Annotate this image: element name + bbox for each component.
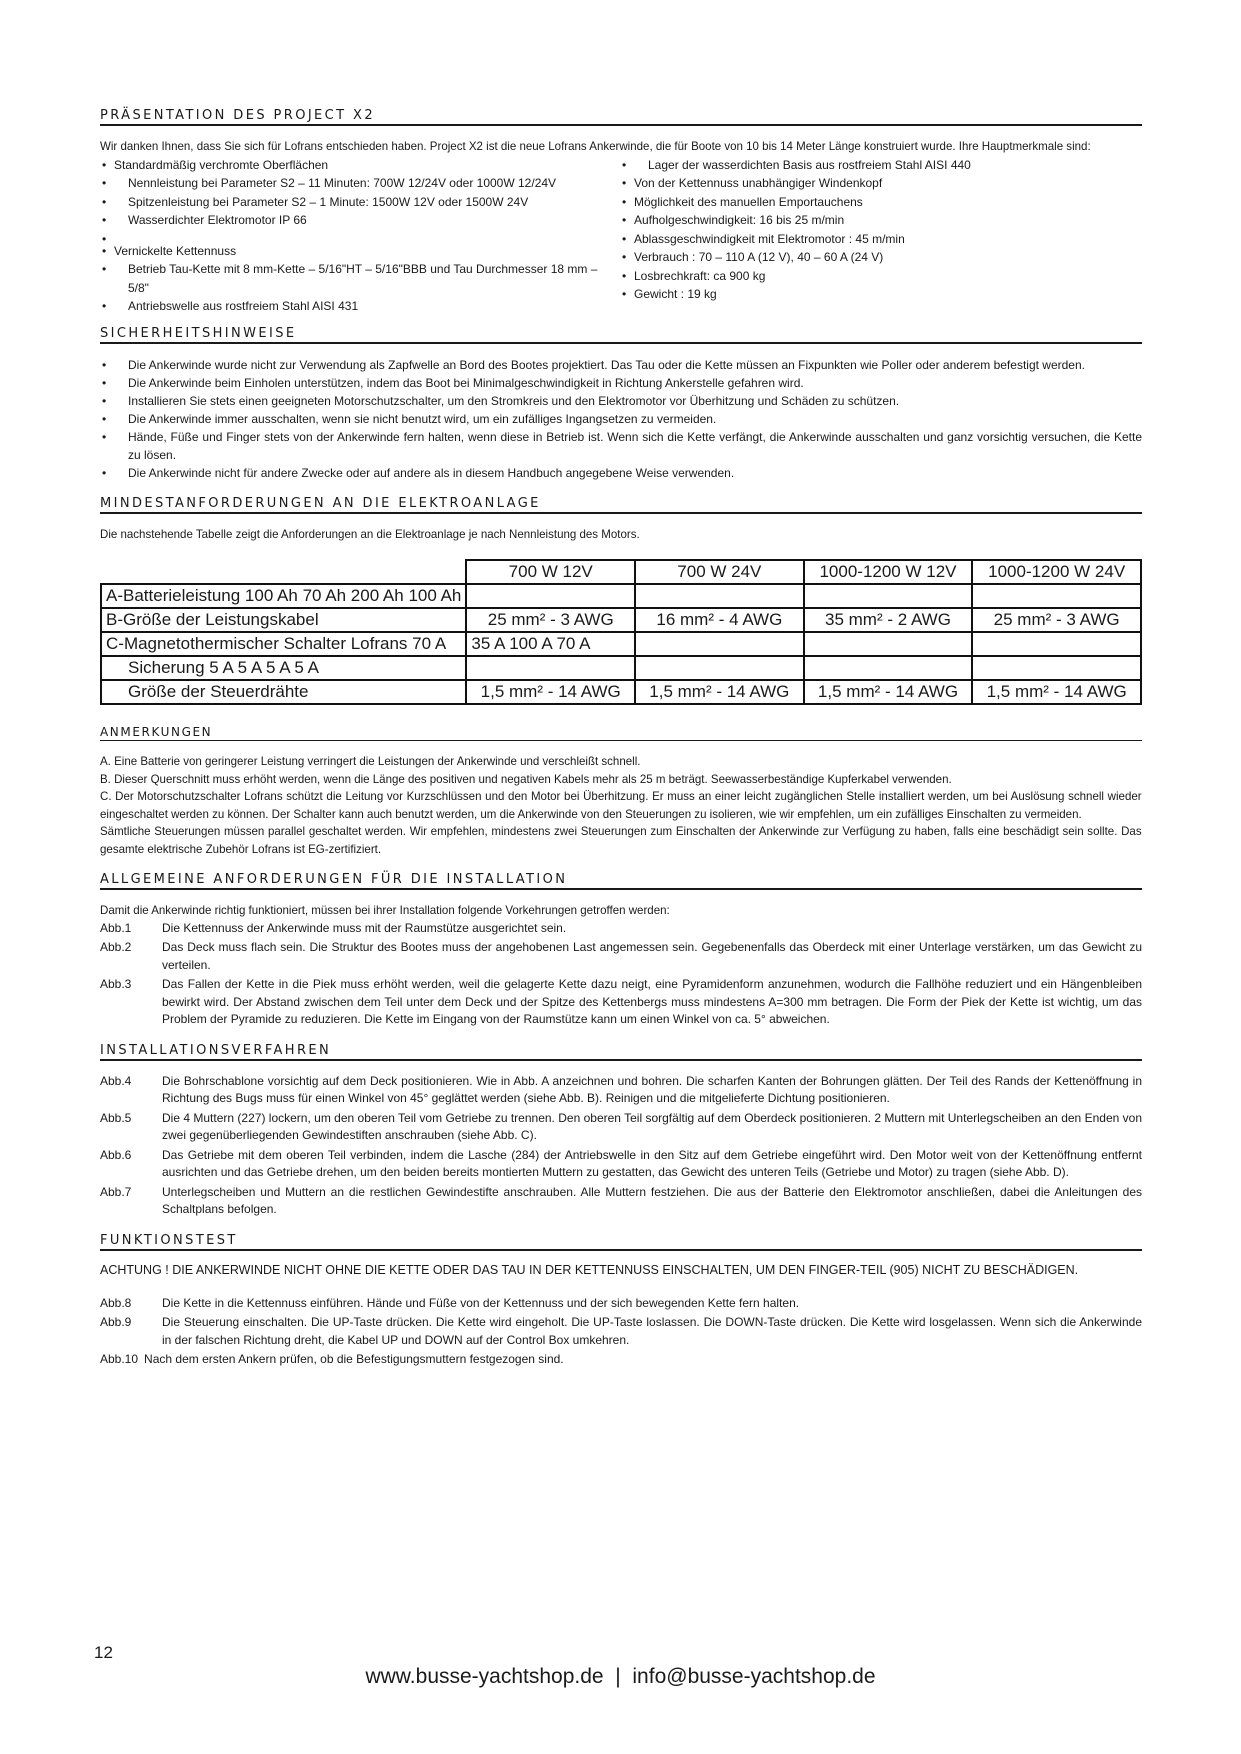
step-label: Abb.4 xyxy=(100,1073,132,1088)
row-label: B-Größe der Leistungskabel xyxy=(101,608,466,632)
table-cell xyxy=(466,656,635,680)
table-row xyxy=(101,584,1141,608)
step-label: Abb.3 xyxy=(100,977,132,991)
table-cell: 35 mm² - 2 AWG xyxy=(804,608,973,632)
step-label: Abb.9 xyxy=(100,1315,132,1329)
feature-column-left xyxy=(100,156,620,316)
table-cell: 16 mm² - 4 AWG xyxy=(635,608,804,632)
feature-item: • Spitzenleistung bei Parameter S2 – 1 Minute: 1500W 12V oder 1500W 24V xyxy=(100,193,620,212)
table-row xyxy=(101,680,1141,704)
step-item xyxy=(100,1147,1142,1182)
presentation-intro: Wir danken Ihnen, dass Sie sich für Lofrans entschieden haben. Project X2 ist die neue Lofrans Ankerwinde, die für Boote von 10 bis 14 Meter Länge konstruiert wurde. Ihre Hauptmerkmale sind: xyxy=(100,139,1091,153)
safety-item: • Die Ankerwinde beim Einholen unterstützen, indem das Boot bei Minimalgeschwindigkeit in Richtung Ankerstelle gefahren wird. xyxy=(100,374,1142,392)
row-label: Größe der Steuerdrähte xyxy=(101,680,466,704)
step-text: Nach dem ersten Ankern prüfen, ob die Befestigungsmuttern festgezogen sind. xyxy=(144,1352,564,1366)
feature-item: • Ablassgeschwindigkeit mit Elektromotor : 45 m/min xyxy=(620,230,1140,249)
table-cell xyxy=(804,584,973,608)
feature-columns xyxy=(100,156,1142,316)
feature-item: • Von der Kettennuss unabhängiger Windenkopf xyxy=(620,174,1140,193)
column-header: 700 W 12V xyxy=(466,560,635,584)
feature-item: • Vernickelte Kettennuss xyxy=(100,242,620,261)
feature-item: • Standardmäßig verchromte Oberflächen xyxy=(100,156,620,175)
column-header: 700 W 24V xyxy=(635,560,804,584)
test-warning: ACHTUNG ! DIE ANKERWINDE NICHT OHNE DIE KETTE ODER DAS TAU IN DER KETTENNUSS EINSCHALTEN, UM DEN FINGER-TEIL (905) NICHT ZU BESCHÄDIGEN. xyxy=(100,1262,1079,1277)
table-cell xyxy=(804,656,973,680)
step-item xyxy=(100,1351,1142,1369)
safety-item: • Die Ankerwinde wurde nicht zur Verwendung als Zapfwelle an Bord des Bootes projektiert. Das Tau oder die Kette müssen an Fixpunkten wie Poller oder anderem befestigt werden. xyxy=(100,356,1142,374)
feature-item: • Wasserdichter Elektromotor IP 66 xyxy=(100,211,620,230)
section-title-electrical: MINDESTANFORDERUNGEN AN DIE ELEKTROANLAGE xyxy=(100,496,1142,514)
table-cell xyxy=(972,656,1141,680)
feature-item: • Gewicht : 19 kg xyxy=(620,285,1140,304)
feature-item: • Losbrechkraft: ca 900 kg xyxy=(620,267,1140,286)
table-row xyxy=(101,656,1141,680)
step-item xyxy=(100,1184,1142,1219)
section-title-procedure: INSTALLATIONSVERFAHREN xyxy=(100,1043,1142,1061)
general-intro: Damit die Ankerwinde richtig funktioniert, müssen bei ihrer Installation folgende Vorkehrungen getroffen werden: xyxy=(100,903,670,917)
table-cell: 1,5 mm² - 14 AWG xyxy=(804,680,973,704)
note-b: B. Dieser Querschnitt muss erhöht werden, wenn die Länge des positiven und negativen Kabels mehr als 25 m beträgt. Seewasserbeständige Kupferkabel verwenden. xyxy=(100,771,952,786)
feature-item: • Lager der wasserdichten Basis aus rostfreiem Stahl AISI 440 xyxy=(620,156,1140,175)
table-corner xyxy=(101,560,466,584)
step-text: Die Bohrschablone vorsichtig auf dem Deck positionieren. Wie in Abb. A anzeichnen und bohren. Die scharfen Kanten der Bohrungen glätten. Der Teil des Rands der Kettenöffnung in Richtung des Bugs muss für einen Winkel von 45° geglättet werden (siehe Abb. B). Reinigen und die mitgelieferte Dichtung positionieren. xyxy=(162,1073,1142,1105)
step-text: Die Steuerung einschalten. Die UP-Taste drücken. Die Kette wird eingeholt. Die UP-Taste loslassen. Die DOWN-Taste drücken. Die Kette wird losgelassen. Wenn sich die Ankerwinde in der falschen Richtung dreht, die Kabel UP und DOWN auf der Control Box umkehren. xyxy=(162,1315,1142,1347)
electrical-requirements-table xyxy=(100,559,1142,705)
safety-item: • Die Ankerwinde immer ausschalten, wenn sie nicht benutzt wird, um ein zufälliges Ingangsetzen zu vermeiden. xyxy=(100,410,1142,428)
table-cell xyxy=(635,632,804,656)
table-cell: 1,5 mm² - 14 AWG xyxy=(635,680,804,704)
table-row xyxy=(101,608,1141,632)
table-cell: 1,5 mm² - 14 AWG xyxy=(972,680,1141,704)
feature-column-right xyxy=(620,156,1140,316)
step-label: Abb.1 xyxy=(100,920,132,935)
row-label: Sicherung 5 A 5 A 5 A 5 A xyxy=(101,656,466,680)
step-item xyxy=(100,939,1142,974)
step-label: Abb.2 xyxy=(100,940,132,954)
feature-item: • Verbrauch : 70 – 110 A (12 V), 40 – 60 A (24 V) xyxy=(620,248,1140,267)
step-label: Abb.5 xyxy=(100,1110,132,1125)
step-item xyxy=(100,976,1142,1029)
table-cell xyxy=(972,632,1141,656)
table-row xyxy=(101,632,1141,656)
step-label: Abb.10 xyxy=(100,1352,139,1366)
section-title-general: ALLGEMEINE ANFORDERUNGEN FÜR DIE INSTALLATION xyxy=(100,872,1142,890)
step-text: Die Kette in die Kettennuss einführen. Hände und Füße von der Kettennuss und der sich bewegenden Kette fern halten. xyxy=(162,1295,800,1310)
table-cell: 25 mm² - 3 AWG xyxy=(972,608,1141,632)
manual-page xyxy=(100,108,1142,1369)
table-cell xyxy=(635,656,804,680)
safety-list xyxy=(100,356,1142,482)
note-a: A. Eine Batterie von geringerer Leistung verringert die Leistungen der Ankerwinde und verschleißt schnell. xyxy=(100,754,641,768)
step-label: Abb.6 xyxy=(100,1147,132,1162)
feature-spacer xyxy=(100,230,620,242)
table-header-row xyxy=(101,560,1141,584)
section-title-test: FUNKTIONSTEST xyxy=(100,1233,1142,1251)
step-item xyxy=(100,1110,1142,1145)
section-title-safety: SICHERHEITSHINWEISE xyxy=(100,326,1142,344)
safety-item: • Die Ankerwinde nicht für andere Zwecke oder auf andere als in diesem Handbuch angegebene Weise verwenden. xyxy=(100,464,1142,482)
row-label: C-Magnetothermischer Schalter Lofrans 70 A xyxy=(101,632,466,656)
step-text: Das Fallen der Kette in die Piek muss erhöht werden, weil die gelagerte Kette dazu neigt, eine Pyramidenform anzunehmen, wodurch die Fallhöhe reduziert und ein Hängenbleiben bewirkt wird. Der Abstand zwischen dem Teil unter dem Deck und der Spitze des Kettenbergs muss mindestens A=300 mm betragen. Die Form der Piek der Kette ist wichtig, um das Problem der Pyramide zu reduzieren. Die Kette im Eingang von der Raumstütze kann um einen Winkel von ca. 5° abweichen. xyxy=(162,977,1142,1026)
table-cell: 35 A 100 A 70 A xyxy=(466,632,635,656)
safety-item: • Installieren Sie stets einen geeigneten Motorschutzschalter, um den Stromkreis und den Elektromotor vor Überhitzung und Schäden zu schützen. xyxy=(100,392,1142,410)
step-item xyxy=(100,920,1142,938)
feature-item: • Antriebswelle aus rostfreiem Stahl AISI 431 xyxy=(100,297,620,316)
step-text: Die Kettennuss der Ankerwinde muss mit der Raumstütze ausgerichtet sein. xyxy=(162,920,567,935)
section-title-presentation: PRÄSENTATION DES PROJECT X2 xyxy=(100,108,1142,126)
step-text: Das Getriebe mit dem oberen Teil verbinden, indem die Lasche (284) der Antriebswelle in den Sitz auf dem Getriebe eingeführt wird. Den Motor weit von der Kettenöffnung entfernt ausrichten und das Getriebe drehen, um den beiden bereits montierten Muttern zu gestatten, das Gewicht des unteren Teils (Getriebe und Motor) zu tragen (siehe Abb. D). xyxy=(162,1147,1142,1179)
table-cell xyxy=(466,584,635,608)
column-header: 1000-1200 W 12V xyxy=(804,560,973,584)
page-number: 12 xyxy=(94,1643,113,1662)
feature-item: • Nennleistung bei Parameter S2 – 11 Minuten: 700W 12/24V oder 1000W 12/24V xyxy=(100,174,620,193)
table-cell: 1,5 mm² - 14 AWG xyxy=(466,680,635,704)
step-item xyxy=(100,1314,1142,1349)
table-cell: 25 mm² - 3 AWG xyxy=(466,608,635,632)
feature-item: • Betrieb Tau-Kette mit 8 mm-Kette – 5/16"HT – 5/16"BBB und Tau Durchmesser 18 mm – 5/8" xyxy=(100,260,620,297)
note-c: C. Der Motorschutzschalter Lofrans schützt die Leitung vor Kurzschlüssen und den Motor bei Überhitzung. Er muss an einer leicht zugänglichen Stelle installiert werden, um bei Auslösung schnell wieder eingeschaltet werden zu können. Der Schalter kann auch benutzt werden, um die Ankerwinde von den Steuerungen zu isolieren, wie wir empfehlen, um ein zufälliges Einschalten zu vermeiden. xyxy=(100,789,1142,821)
step-label: Abb.7 xyxy=(100,1184,132,1199)
note-d: Sämtliche Steuerungen müssen parallel geschaltet werden. Wir empfehlen, mindestens zwei Steuerungen zum Einschalten der Ankerwinde zur Verfügung zu haben, falls eine beschädigt sein sollte. Das gesamte elektrische Zubehör Lofrans ist EG-zertifiziert. xyxy=(100,824,1142,856)
electrical-intro: Die nachstehende Tabelle zeigt die Anforderungen an die Elektroanlage je nach Nennleistung des Motors. xyxy=(100,526,640,541)
step-text: Die 4 Muttern (227) lockern, um den oberen Teil vom Getriebe zu trennen. Den oberen Teil sorgfältig auf dem Oberdeck positionieren. 2 Muttern mit Unterlegscheiben an den Enden von zwei gegenüberliegenden Gewindestiften anschrauben (siehe Abb. C). xyxy=(162,1110,1142,1142)
footer-contact: www.busse-yachtshop.de | info@busse-yachtshop.de xyxy=(365,1665,876,1688)
step-text: Unterlegscheiben und Muttern an die restlichen Gewindestifte anschrauben. Alle Muttern festziehen. Die aus der Batterie den Elektromotor anschließen, dabei die Anleitungen des Schaltplans befolgen. xyxy=(162,1184,1142,1216)
feature-item: • Aufholgeschwindigkeit: 16 bis 25 m/min xyxy=(620,211,1140,230)
column-header: 1000-1200 W 24V xyxy=(972,560,1141,584)
step-item xyxy=(100,1295,1142,1313)
row-label: A-Batterieleistung 100 Ah 70 Ah 200 Ah 100 Ah xyxy=(101,584,466,608)
feature-item: • Möglichkeit des manuellen Emportauchens xyxy=(620,193,1140,212)
section-title-notes: ANMERKUNGEN xyxy=(100,725,1142,741)
step-text: Das Deck muss flach sein. Die Struktur des Bootes muss der angehobenen Last angemessen sein. Gegebenenfalls das Oberdeck mit einer Unterlage verstärken, um das Gewicht zu verteilen. xyxy=(162,940,1142,972)
table-cell xyxy=(972,584,1141,608)
safety-item: • Hände, Füße und Finger stets von der Ankerwinde fern halten, wenn diese in Betrieb ist. Wenn sich die Kette verfängt, die Ankerwinde ausschalten und ganz vorsichtig versuchen, die Kette zu lösen. xyxy=(100,428,1142,464)
table-cell xyxy=(635,584,804,608)
step-item xyxy=(100,1073,1142,1108)
step-label: Abb.8 xyxy=(100,1295,132,1310)
table-cell xyxy=(804,632,973,656)
